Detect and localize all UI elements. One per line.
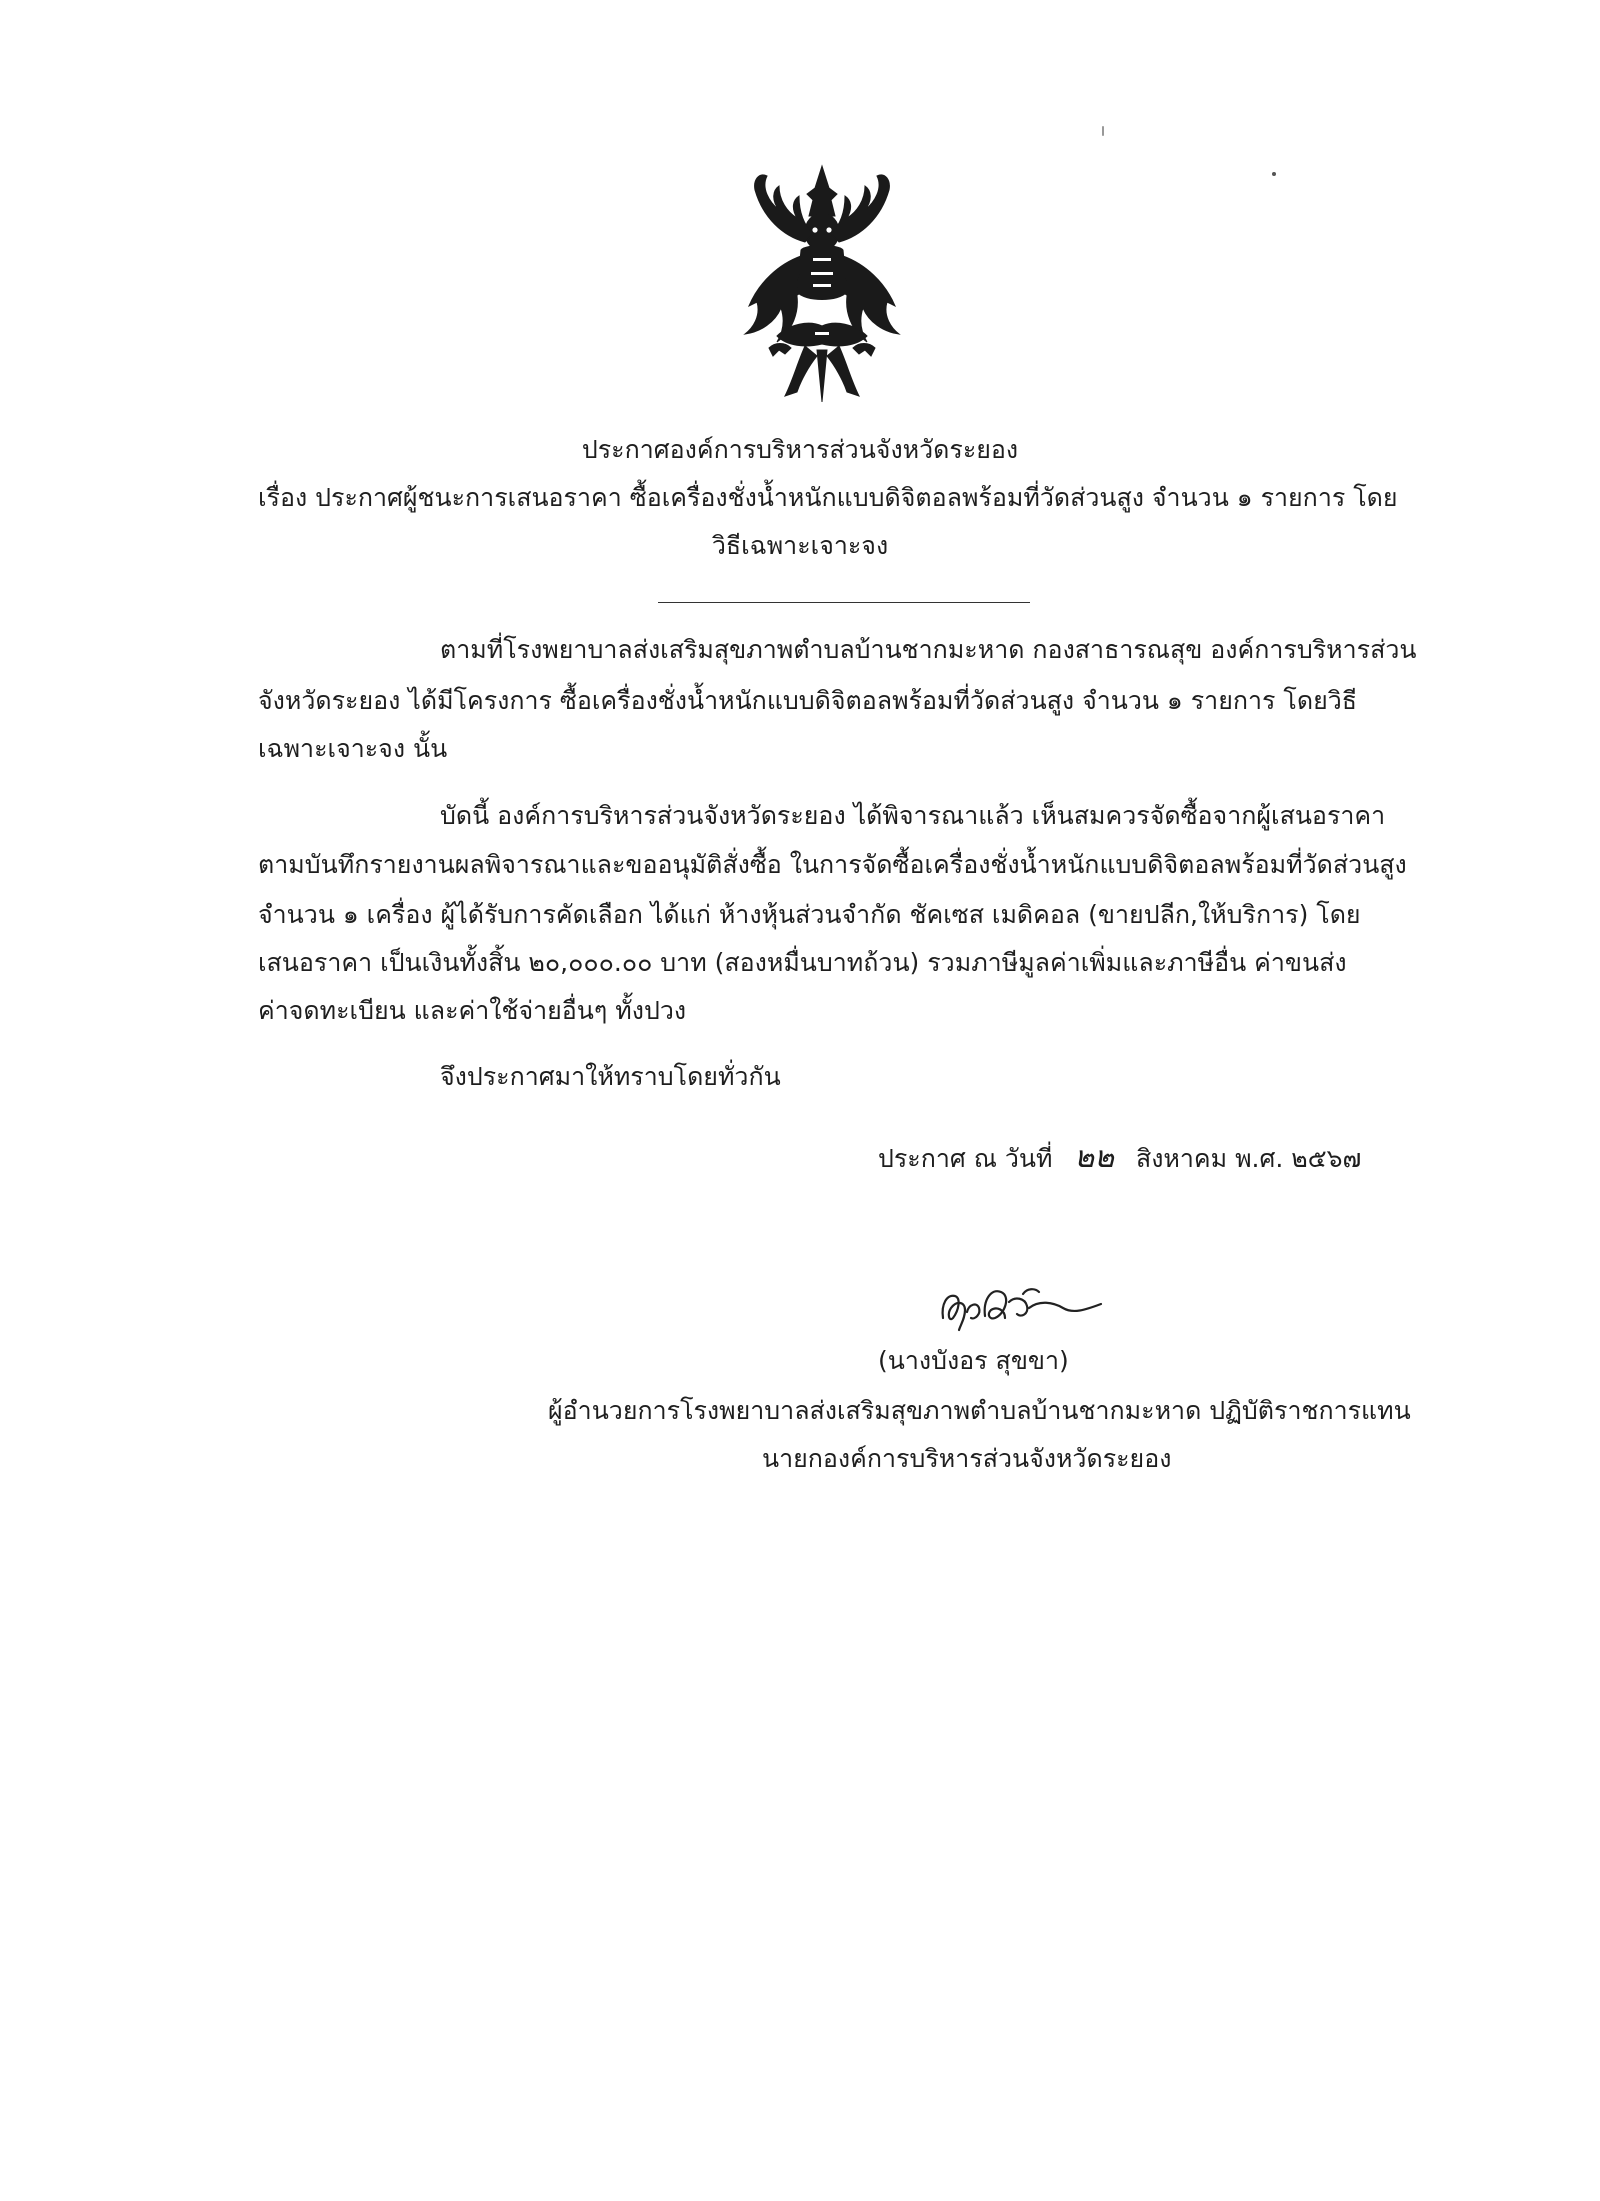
- scan-speck: [1102, 126, 1104, 136]
- announcement-title: ประกาศองค์การบริหารส่วนจังหวัดระยอง: [581, 435, 1019, 464]
- announcement-date: [878, 1140, 1362, 1175]
- signatory-position-line-2: นายกองค์การบริหารส่วนจังหวัดระยอง: [762, 1444, 1172, 1473]
- paragraph-2-line-5: ค่าจดทะเบียน และค่าใช้จ่ายอื่นๆ ทั้งปวง: [258, 996, 687, 1025]
- garuda-emblem-icon: [735, 160, 910, 405]
- header-divider: [658, 602, 1030, 603]
- paragraph-1-line-1: ตามที่โรงพยาบาลส่งเสริมสุขภาพตำบลบ้านชากมะหาด กองสาธารณสุข องค์การบริหารส่วน: [440, 635, 1417, 664]
- paragraph-1-line-3: เฉพาะเจาะจง นั้น: [258, 734, 448, 763]
- paragraph-2-line-4: เสนอราคา เป็นเงินทั้งสิ้น ๒๐,๐๐๐.๐๐ บาท (สองหมื่นบาทถ้วน) รวมภาษีมูลค่าเพิ่มและภาษีอื่น ค่าขนส่ง: [258, 948, 1347, 977]
- subject-line-continued: วิธีเฉพาะเจาะจง: [711, 531, 889, 560]
- paragraph-1-line-2: จังหวัดระยอง ได้มีโครงการ ซื้อเครื่องชั่งน้ำหนักแบบดิจิตอลพร้อมที่วัดส่วนสูง จำนวน ๑ รายการ โดยวิธี: [258, 686, 1358, 715]
- handwritten-signature-icon: [935, 1278, 1110, 1338]
- date-month-year: สิงหาคม พ.ศ. ๒๕๖๗: [1135, 1144, 1362, 1173]
- signatory-position-line-1: ผู้อำนวยการโรงพยาบาลส่งเสริมสุขภาพตำบลบ้านชากมะหาด ปฏิบัติราชการแทน: [548, 1396, 1411, 1425]
- date-day: ๒๒: [1074, 1140, 1114, 1175]
- date-prefix: ประกาศ ณ วันที่: [878, 1144, 1053, 1173]
- paragraph-2-line-3: จำนวน ๑ เครื่อง ผู้ได้รับการคัดเลือก ได้แก่ ห้างหุ้นส่วนจำกัด ชัคเซส เมดิคอล (ขายปลีก,ให้บริการ) โดย: [258, 900, 1361, 929]
- signatory-name: (นางบังอร สุขขา): [878, 1346, 1069, 1375]
- closing-statement: จึงประกาศมาให้ทราบโดยทั่วกัน: [440, 1062, 781, 1091]
- paragraph-2-line-1: บัดนี้ องค์การบริหารส่วนจังหวัดระยอง ได้พิจารณาแล้ว เห็นสมควรจัดซื้อจากผู้เสนอราคา: [440, 801, 1386, 830]
- scan-speck: [1272, 172, 1276, 176]
- paragraph-2-line-2: ตามบันทึกรายงานผลพิจารณาและขออนุมัติสั่งซื้อ ในการจัดซื้อเครื่องชั่งน้ำหนักแบบดิจิตอลพร้อมที่วัดส่วนสูง: [258, 850, 1407, 879]
- subject-line: เรื่อง ประกาศผู้ชนะการเสนอราคา ซื้อเครื่องชั่งน้ำหนักแบบดิจิตอลพร้อมที่วัดส่วนสูง จำนวน ๑ รายการ โดย: [258, 483, 1398, 512]
